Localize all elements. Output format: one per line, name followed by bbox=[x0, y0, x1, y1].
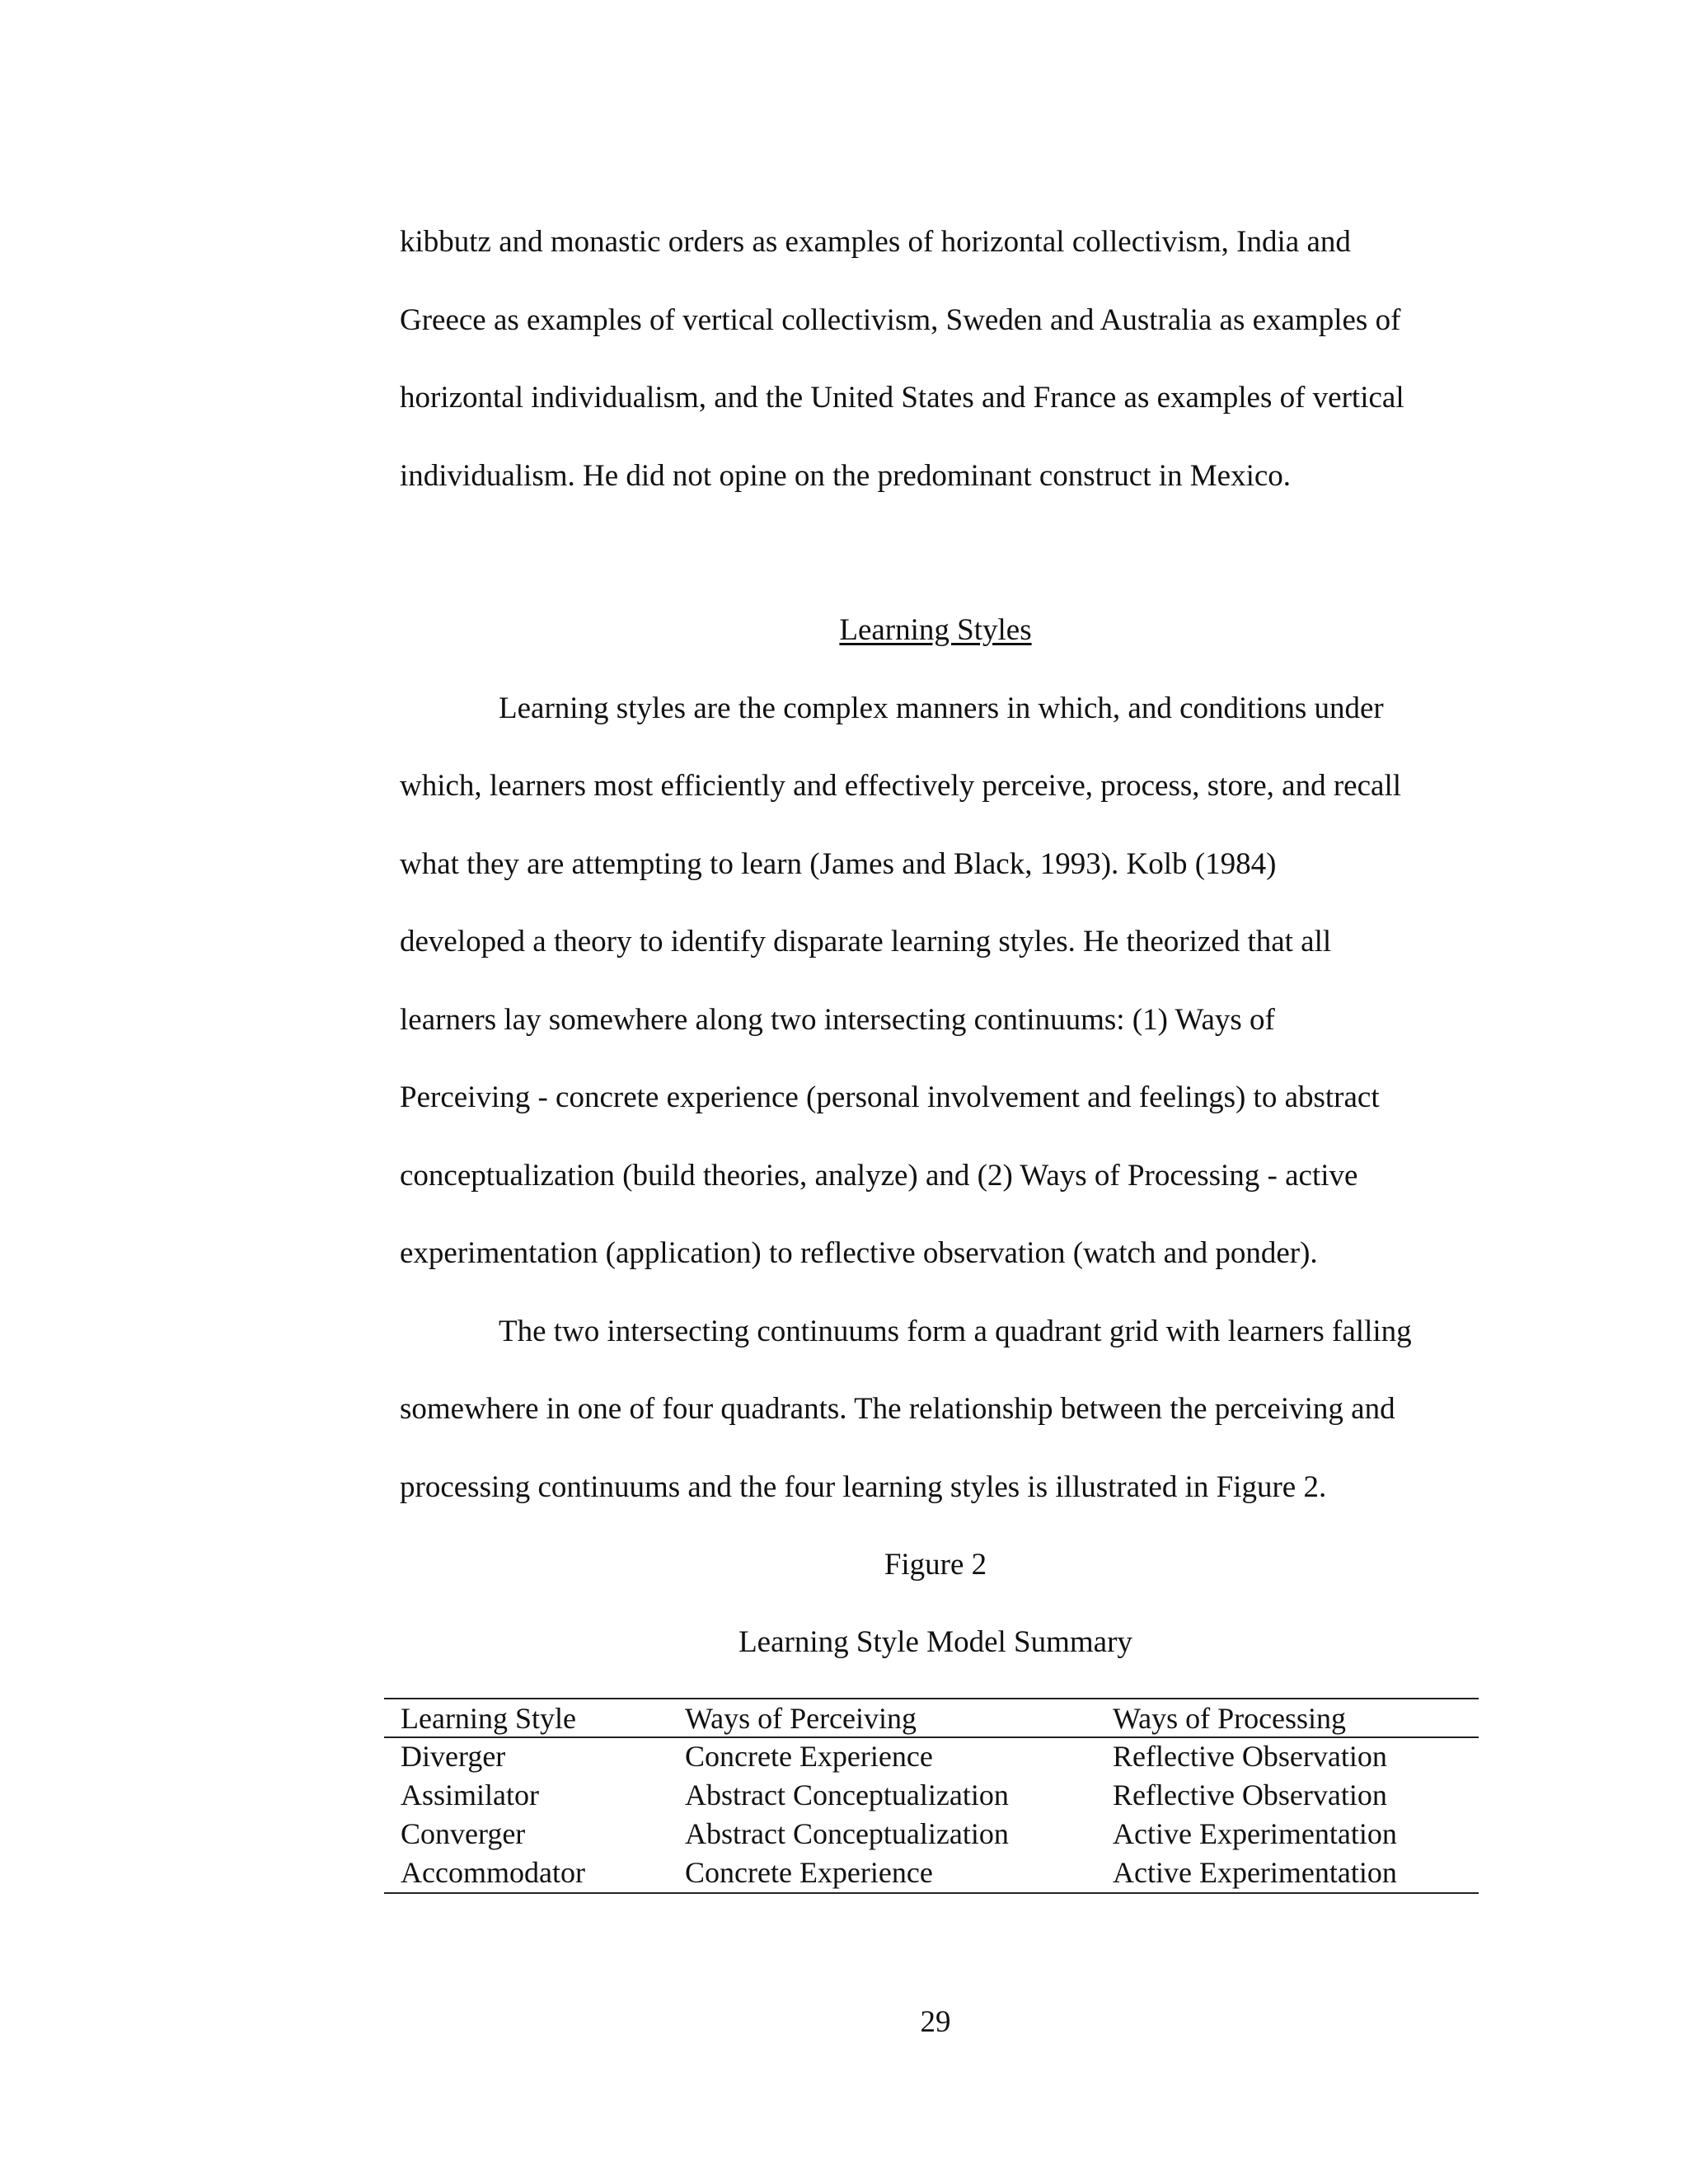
table-bottom-rule bbox=[384, 1892, 1479, 1894]
table-cell: Accommodator bbox=[401, 1856, 585, 1889]
paragraph-line: The two intersecting continuums form a quadrant grid with learners falling bbox=[499, 1315, 1412, 1348]
table-header-cell: Learning Style bbox=[401, 1702, 576, 1735]
paragraph-line: horizontal individualism, and the United States and France as examples of vertical bbox=[400, 381, 1404, 415]
paragraph-line: processing continuums and the four learning styles is illustrated in Figure 2. bbox=[400, 1470, 1327, 1504]
table-header-cell: Ways of Processing bbox=[1113, 1702, 1347, 1735]
paragraph-line: what they are attempting to learn (James and Black, 1993). Kolb (1984) bbox=[400, 847, 1277, 881]
paragraph-line: learners lay somewhere along two intersecting continuums: (1) Ways of bbox=[400, 1003, 1275, 1037]
paragraph-line: Greece as examples of vertical collectivism, Sweden and Australia as examples of bbox=[400, 303, 1401, 337]
paragraph-line: conceptualization (build theories, analyze) and (2) Ways of Processing - active bbox=[400, 1159, 1358, 1193]
figure-title: Learning Style Model Summary bbox=[738, 1625, 1132, 1659]
paragraph-line: which, learners most efficiently and effectively perceive, process, store, and recall bbox=[400, 769, 1402, 803]
table-cell: Diverger bbox=[401, 1740, 506, 1773]
table-cell: Concrete Experience bbox=[685, 1856, 933, 1889]
table-cell: Abstract Conceptualization bbox=[685, 1817, 1009, 1850]
paragraph-line: individualism. He did not opine on the predominant construct in Mexico. bbox=[400, 459, 1292, 493]
figure-label: Figure 2 bbox=[884, 1548, 987, 1582]
table-row bbox=[384, 1854, 1479, 1891]
paragraph-line: kibbutz and monastic orders as examples of horizontal collectivism, India and bbox=[400, 225, 1351, 259]
table-cell: Converger bbox=[401, 1817, 526, 1850]
table-cell: Reflective Observation bbox=[1113, 1779, 1387, 1811]
paragraph-line: Learning styles are the complex manners in which, and conditions under bbox=[499, 691, 1384, 725]
table-row bbox=[384, 1815, 1479, 1853]
page-number: 29 bbox=[920, 2005, 951, 2039]
table-cell: Assimilator bbox=[401, 1779, 539, 1811]
table-cell: Active Experimentation bbox=[1113, 1856, 1397, 1889]
table-row bbox=[384, 1737, 1479, 1775]
table-cell: Abstract Conceptualization bbox=[685, 1779, 1009, 1811]
paragraph-line: Perceiving - concrete experience (personal involvement and feelings) to abstract bbox=[400, 1080, 1380, 1114]
table-cell: Reflective Observation bbox=[1113, 1740, 1387, 1773]
table-header-row bbox=[384, 1699, 1479, 1737]
paragraph-line: somewhere in one of four quadrants. The relationship between the perceiving and bbox=[400, 1392, 1395, 1426]
table-header-cell: Ways of Perceiving bbox=[685, 1702, 917, 1735]
paragraph-line: developed a theory to identify disparate learning styles. He theorized that all bbox=[400, 925, 1332, 958]
table-row bbox=[384, 1776, 1479, 1814]
paragraph-line: experimentation (application) to reflective observation (watch and ponder). bbox=[400, 1236, 1318, 1270]
section-heading: Learning Styles bbox=[839, 613, 1032, 647]
table-cell: Active Experimentation bbox=[1113, 1817, 1397, 1850]
table-cell: Concrete Experience bbox=[685, 1740, 933, 1773]
